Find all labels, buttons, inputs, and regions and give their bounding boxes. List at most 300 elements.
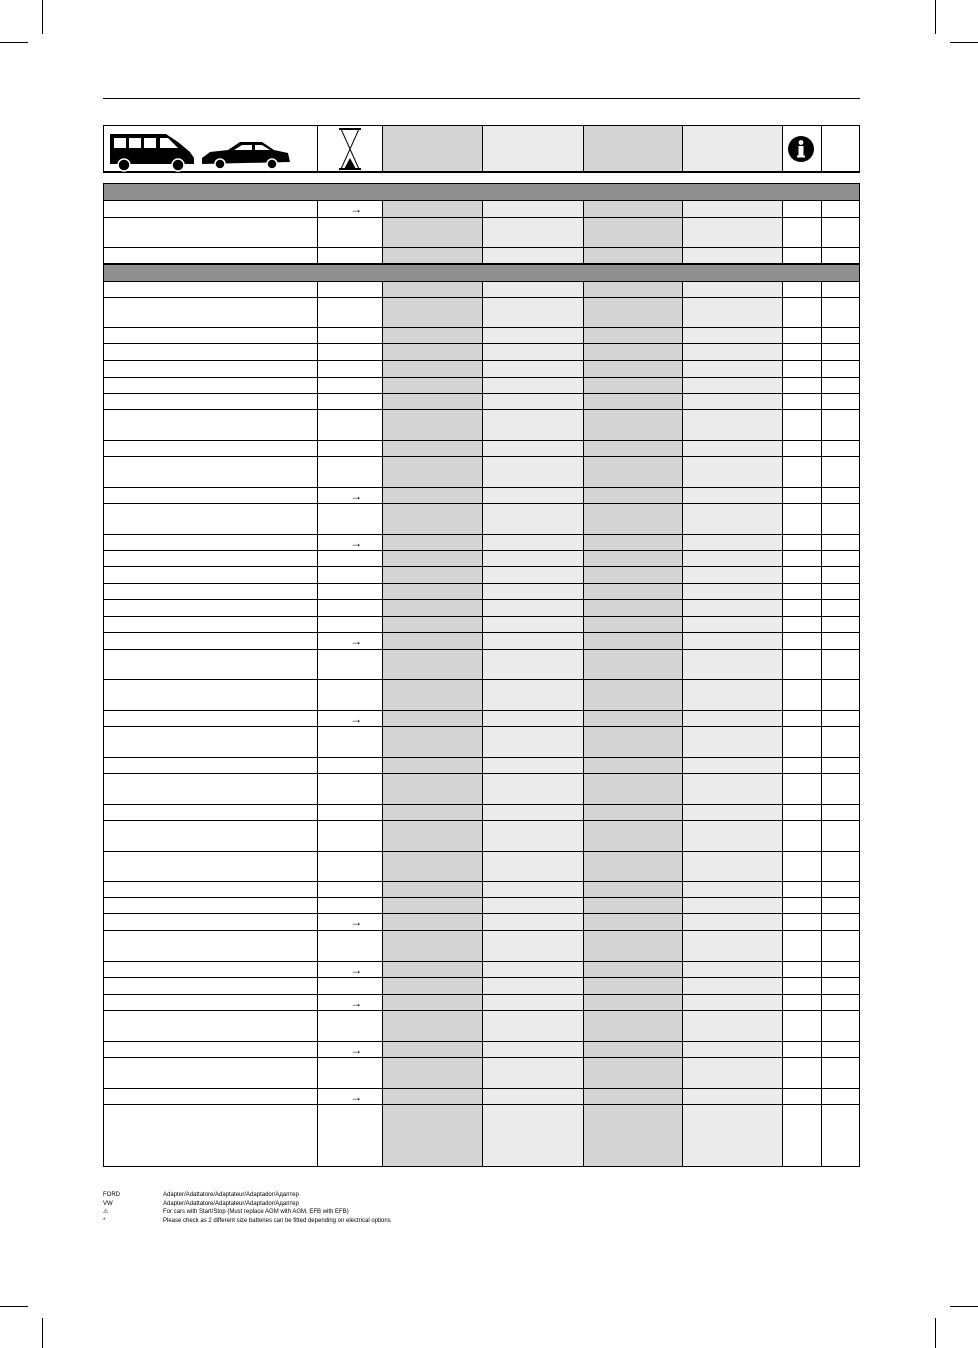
table-cell	[683, 218, 783, 247]
table-cell	[683, 680, 783, 710]
table-cell	[104, 931, 318, 961]
crop-mark	[42, 0, 43, 34]
table-cell	[683, 567, 783, 583]
table-cell	[318, 298, 383, 327]
arrow-right-icon: →	[350, 202, 363, 216]
table-cell	[318, 995, 383, 1010]
table-cell	[584, 201, 684, 217]
table-cell	[822, 1011, 859, 1041]
table-cell	[318, 378, 383, 393]
legend-text: For cars with Start/Stop (Must replace AGM with AGM, EFB with EFB)	[163, 1209, 349, 1215]
table-cell	[383, 218, 483, 247]
table-cell	[383, 535, 483, 550]
table-cell	[783, 328, 822, 343]
table-row	[103, 298, 860, 328]
table-cell	[383, 282, 483, 297]
table-cell	[683, 758, 783, 773]
crop-mark	[935, 0, 936, 34]
table-cell	[584, 727, 684, 757]
table-cell	[783, 504, 822, 534]
table-cell	[683, 617, 783, 632]
table-cell	[483, 821, 584, 851]
table-cell	[584, 650, 684, 679]
table-cell	[318, 1089, 383, 1104]
table-cell	[104, 650, 318, 679]
table-cell	[822, 758, 859, 773]
table-row	[103, 978, 860, 995]
table-cell	[822, 931, 859, 961]
table-cell	[318, 1042, 383, 1057]
table-cell	[683, 1105, 783, 1166]
table-cell	[104, 218, 318, 247]
table-cell	[822, 650, 859, 679]
table-cell	[822, 584, 859, 599]
table-cell	[318, 978, 383, 994]
table-cell	[483, 201, 584, 217]
table-cell	[783, 535, 822, 550]
table-row	[103, 248, 860, 264]
table-cell	[483, 617, 584, 632]
table-row	[103, 328, 860, 344]
info-icon	[787, 135, 815, 163]
table-cell	[318, 600, 383, 616]
table-cell	[822, 898, 859, 913]
table-cell	[822, 1058, 859, 1088]
table-cell	[483, 1089, 584, 1104]
table-row	[103, 218, 860, 248]
table-cell	[783, 882, 822, 897]
table-cell	[104, 1042, 318, 1057]
table-cell	[822, 711, 859, 726]
table-cell	[683, 1058, 783, 1088]
table-cell	[683, 1011, 783, 1041]
legend-line	[103, 1200, 391, 1209]
table-cell	[483, 962, 584, 977]
section-header-row	[103, 183, 860, 201]
table-cell	[822, 535, 859, 550]
table-cell	[822, 328, 859, 343]
table-row	[103, 201, 860, 218]
table-cell	[683, 882, 783, 897]
table-row	[103, 882, 860, 898]
table-cell	[483, 394, 584, 409]
table-cell	[783, 805, 822, 820]
table-row	[103, 617, 860, 633]
legend-key: ⚠	[103, 1209, 109, 1215]
table-row	[103, 821, 860, 852]
crop-mark	[42, 1318, 43, 1348]
table-cell	[683, 650, 783, 679]
table-row	[103, 805, 860, 821]
table-cell	[822, 633, 859, 649]
legend-line	[103, 1208, 391, 1217]
table-cell	[584, 378, 684, 393]
table-cell	[483, 504, 584, 534]
info-header-cell	[783, 126, 822, 171]
table-cell	[683, 727, 783, 757]
table-cell	[822, 378, 859, 393]
table-cell	[683, 457, 783, 487]
table-cell	[318, 931, 383, 961]
table-cell	[483, 361, 584, 377]
arrow-right-icon: →	[350, 915, 363, 929]
table-cell	[584, 361, 684, 377]
section-header-row	[103, 264, 860, 282]
table-row	[103, 1058, 860, 1089]
table-cell	[383, 995, 483, 1010]
legend	[103, 1191, 391, 1225]
column-header-3	[483, 126, 584, 171]
table-cell	[383, 882, 483, 897]
table-cell	[822, 852, 859, 881]
table-cell	[783, 1011, 822, 1041]
arrow-right-icon: →	[350, 634, 363, 648]
table-cell	[383, 1089, 483, 1104]
table-cell	[383, 488, 483, 503]
arrow-right-icon: →	[350, 1042, 363, 1057]
table-cell	[104, 344, 318, 360]
legend-line	[103, 1191, 391, 1200]
table-row	[103, 1011, 860, 1042]
table-cell	[683, 394, 783, 409]
arrow-right-icon: →	[350, 488, 363, 503]
table-cell	[822, 727, 859, 757]
table-cell	[318, 394, 383, 409]
table-cell	[783, 821, 822, 851]
table-cell	[318, 852, 383, 881]
arrow-right-icon: →	[350, 962, 363, 977]
legend-key: FORD	[103, 1192, 120, 1198]
table-cell	[822, 1042, 859, 1057]
table-cell	[318, 821, 383, 851]
table-cell	[318, 914, 383, 930]
table-cell	[318, 898, 383, 913]
table-row	[103, 551, 860, 567]
table-cell	[822, 488, 859, 503]
table-cell	[584, 344, 684, 360]
table-cell	[683, 995, 783, 1010]
table-cell	[584, 1089, 684, 1104]
table-cell	[483, 218, 584, 247]
table-cell	[584, 821, 684, 851]
table-cell	[483, 711, 584, 726]
table-cell	[783, 758, 822, 773]
table-cell	[783, 600, 822, 616]
table-cell	[683, 584, 783, 599]
table-cell	[104, 962, 318, 977]
table-cell	[783, 282, 822, 297]
table-cell	[483, 898, 584, 913]
table-cell	[783, 344, 822, 360]
table-cell	[822, 218, 859, 247]
table-cell	[822, 600, 859, 616]
table-row	[103, 774, 860, 805]
table-cell	[104, 410, 318, 440]
table-cell	[483, 774, 584, 804]
table-cell	[318, 488, 383, 503]
table-row	[103, 650, 860, 680]
table-cell	[483, 727, 584, 757]
header-spacer	[103, 173, 860, 183]
table-cell	[783, 633, 822, 649]
table-cell	[318, 248, 383, 263]
table-cell	[383, 711, 483, 726]
table-cell	[783, 995, 822, 1010]
table-cell	[783, 852, 822, 881]
table-cell	[584, 410, 684, 440]
table-cell	[683, 488, 783, 503]
table-cell	[318, 962, 383, 977]
table-cell	[318, 1011, 383, 1041]
table-cell	[822, 978, 859, 994]
table-cell	[104, 298, 318, 327]
table-cell	[584, 282, 684, 297]
table-row	[103, 711, 860, 727]
crop-mark	[950, 42, 978, 43]
table-cell	[383, 248, 483, 263]
table-cell	[483, 1058, 584, 1088]
table-cell	[783, 567, 822, 583]
table-cell	[584, 914, 684, 930]
table-cell	[483, 852, 584, 881]
table-cell	[104, 914, 318, 930]
table-row	[103, 1105, 860, 1167]
table-cell	[783, 488, 822, 503]
table-cell	[318, 361, 383, 377]
table-cell	[822, 962, 859, 977]
table-header	[103, 125, 860, 173]
table-cell	[822, 201, 859, 217]
table-cell	[483, 1105, 584, 1166]
table-cell	[483, 584, 584, 599]
table-cell	[584, 535, 684, 550]
table-cell	[483, 914, 584, 930]
table-cell	[383, 1011, 483, 1041]
table-cell	[383, 774, 483, 804]
table-cell	[783, 962, 822, 977]
table-cell	[383, 551, 483, 566]
table-cell	[783, 914, 822, 930]
table-cell	[584, 1105, 684, 1166]
table-cell	[483, 995, 584, 1010]
table-cell	[104, 882, 318, 897]
table-cell	[584, 711, 684, 726]
table-row	[103, 852, 860, 882]
table-cell	[683, 852, 783, 881]
table-cell	[822, 298, 859, 327]
table-cell	[383, 361, 483, 377]
table-cell	[104, 328, 318, 343]
table-cell	[822, 361, 859, 377]
table-cell	[683, 821, 783, 851]
table-cell	[383, 978, 483, 994]
table-cell	[318, 504, 383, 534]
table-cell	[383, 328, 483, 343]
table-cell	[383, 441, 483, 456]
table-cell	[383, 1105, 483, 1166]
table-cell	[318, 727, 383, 757]
table-cell	[783, 1042, 822, 1057]
table-cell	[383, 600, 483, 616]
table-cell	[318, 535, 383, 550]
battery-table	[103, 125, 860, 1167]
table-cell	[584, 1058, 684, 1088]
table-cell	[822, 914, 859, 930]
table-cell	[104, 535, 318, 550]
table-cell	[584, 567, 684, 583]
table-cell	[584, 328, 684, 343]
table-cell	[104, 852, 318, 881]
table-cell	[383, 298, 483, 327]
table-cell	[783, 441, 822, 456]
table-cell	[584, 298, 684, 327]
table-cell	[822, 394, 859, 409]
table-cell	[683, 600, 783, 616]
table-cell	[104, 1011, 318, 1041]
table-cell	[783, 1105, 822, 1166]
table-cell	[683, 711, 783, 726]
table-cell	[584, 504, 684, 534]
legend-text: Please check as 2 different size batteries can be fitted depending on electrical options	[163, 1217, 391, 1224]
table-row	[103, 1089, 860, 1105]
table-cell	[584, 218, 684, 247]
table-cell	[383, 394, 483, 409]
table-cell	[104, 584, 318, 599]
table-cell	[318, 711, 383, 726]
table-cell	[483, 488, 584, 503]
table-cell	[584, 1011, 684, 1041]
table-cell	[822, 617, 859, 632]
table-cell	[104, 898, 318, 913]
table-cell	[383, 410, 483, 440]
table-cell	[104, 361, 318, 377]
table-cell	[783, 898, 822, 913]
table-row	[103, 410, 860, 441]
legend-text: Adapter/Adattatore/Adaptateur/Adaptador/Адаптер	[163, 1200, 299, 1207]
table-cell	[483, 457, 584, 487]
table-cell	[584, 584, 684, 599]
car-icon	[200, 140, 292, 170]
table-row	[103, 680, 860, 711]
table-cell	[318, 805, 383, 820]
table-cell	[383, 617, 483, 632]
table-cell	[383, 821, 483, 851]
table-cell	[383, 931, 483, 961]
table-cell	[783, 361, 822, 377]
table-row	[103, 962, 860, 978]
table-cell	[683, 898, 783, 913]
table-cell	[683, 1089, 783, 1104]
table-cell	[783, 1058, 822, 1088]
table-cell	[383, 584, 483, 599]
table-cell	[783, 680, 822, 710]
table-row	[103, 1042, 860, 1058]
table-cell	[318, 282, 383, 297]
table-cell	[584, 898, 684, 913]
table-cell	[584, 774, 684, 804]
table-cell	[683, 248, 783, 263]
table-cell	[783, 978, 822, 994]
table-cell	[783, 457, 822, 487]
table-cell	[584, 978, 684, 994]
table-cell	[383, 201, 483, 217]
table-cell	[318, 218, 383, 247]
table-cell	[104, 727, 318, 757]
crop-mark	[0, 1306, 28, 1307]
table-cell	[822, 248, 859, 263]
table-cell	[383, 962, 483, 977]
table-cell	[104, 617, 318, 632]
table-cell	[104, 457, 318, 487]
table-cell	[383, 758, 483, 773]
table-cell	[483, 1011, 584, 1041]
table-cell	[104, 1105, 318, 1166]
table-cell	[483, 410, 584, 440]
table-cell	[383, 457, 483, 487]
table-cell	[783, 378, 822, 393]
table-cell	[104, 680, 318, 710]
table-cell	[104, 711, 318, 726]
hourglass-icon	[338, 128, 362, 170]
table-cell	[584, 680, 684, 710]
table-cell	[584, 882, 684, 897]
table-cell	[318, 344, 383, 360]
table-cell	[318, 650, 383, 679]
legend-line	[103, 1217, 391, 1226]
hourglass-header-cell	[318, 126, 383, 171]
table-row	[103, 727, 860, 758]
table-cell	[318, 201, 383, 217]
table-body	[103, 183, 860, 1167]
table-cell	[104, 378, 318, 393]
arrow-right-icon: →	[350, 1089, 363, 1104]
table-row	[103, 361, 860, 378]
table-cell	[104, 633, 318, 649]
table-cell	[104, 488, 318, 503]
table-cell	[483, 1042, 584, 1057]
table-cell	[104, 567, 318, 583]
table-cell	[483, 535, 584, 550]
table-cell	[822, 551, 859, 566]
table-cell	[318, 551, 383, 566]
table-cell	[104, 394, 318, 409]
arrow-right-icon: →	[350, 535, 363, 550]
table-row	[103, 378, 860, 394]
column-header-5	[683, 126, 783, 171]
table-cell	[318, 882, 383, 897]
table-cell	[783, 248, 822, 263]
table-cell	[318, 567, 383, 583]
table-cell	[383, 914, 483, 930]
table-cell	[822, 821, 859, 851]
table-cell	[483, 344, 584, 360]
arrow-right-icon: →	[350, 995, 363, 1010]
table-cell	[783, 727, 822, 757]
table-cell	[318, 1058, 383, 1088]
table-cell	[683, 535, 783, 550]
table-cell	[822, 504, 859, 534]
table-cell	[822, 774, 859, 804]
table-row	[103, 344, 860, 361]
crop-mark	[935, 1318, 936, 1348]
table-cell	[584, 805, 684, 820]
table-cell	[483, 633, 584, 649]
table-row	[103, 914, 860, 931]
table-cell	[383, 898, 483, 913]
table-cell	[483, 567, 584, 583]
table-cell	[783, 218, 822, 247]
table-cell	[383, 805, 483, 820]
